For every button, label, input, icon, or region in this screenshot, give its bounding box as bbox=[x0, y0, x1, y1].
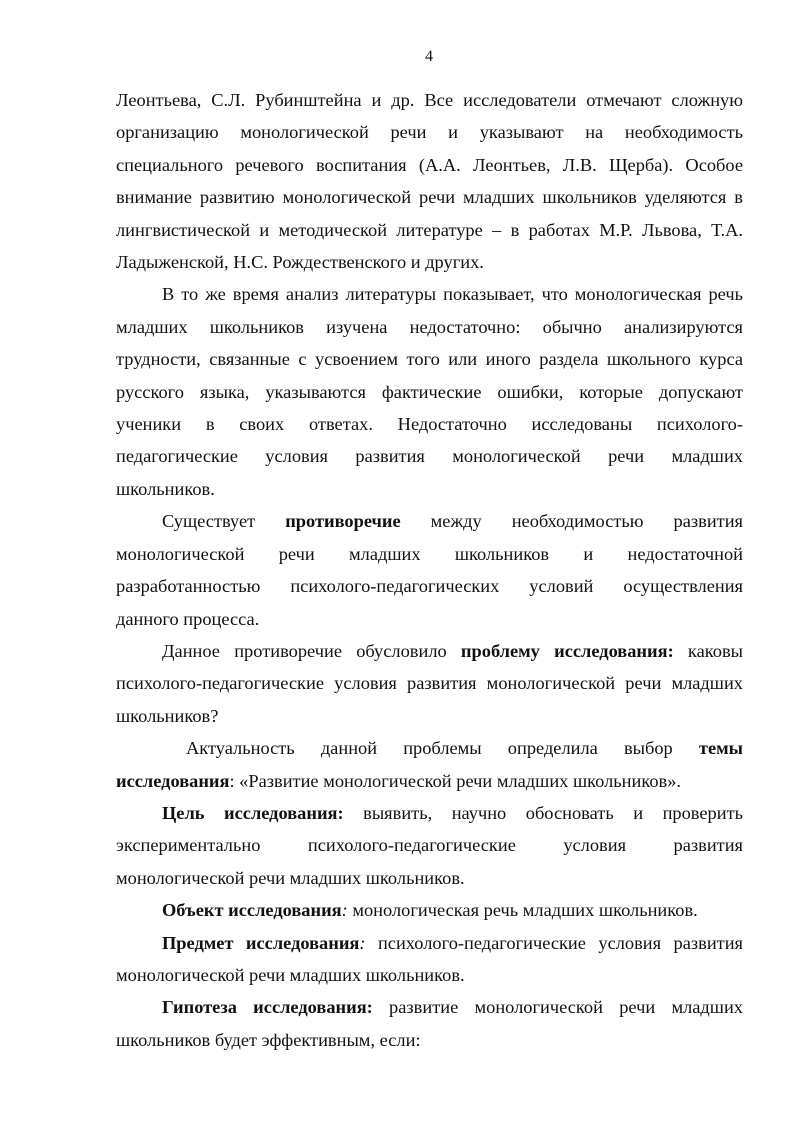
term-research-problem: проблему исследования: bbox=[460, 640, 674, 661]
text-line: трудности, связанные с усвоением того или иного раздела школьного курса bbox=[116, 349, 743, 370]
text-line: школьников. bbox=[116, 478, 215, 499]
page-number: 4 bbox=[425, 48, 433, 65]
term-research-topic: темы bbox=[698, 738, 743, 759]
term-research-goal: Цель исследования: bbox=[162, 802, 344, 823]
text-run: : bbox=[341, 900, 348, 921]
text-run: : bbox=[359, 932, 366, 953]
text-line bbox=[116, 635, 743, 667]
paragraph-5 bbox=[116, 732, 743, 797]
text-line: внимание развитию монологической речи младших школьников уделяются в bbox=[116, 187, 743, 208]
text-run: монологическая речь младших школьников. bbox=[347, 900, 698, 921]
text-line bbox=[116, 765, 743, 797]
text-line: Ладыженской, Н.С. Рождественского и других. bbox=[116, 252, 484, 273]
text-run: : «Развитие монологической речи младших школьников». bbox=[229, 770, 681, 791]
text-line bbox=[116, 505, 743, 537]
text-run: выявить, научно обосновать и проверить bbox=[343, 802, 743, 823]
term-contradiction: противоречие bbox=[285, 511, 401, 532]
text-run: Существует bbox=[162, 511, 286, 532]
text-run: развитие монологической речи младших bbox=[372, 997, 743, 1018]
paragraph-9 bbox=[116, 991, 743, 1056]
text-run: между необходимостью развития bbox=[400, 511, 744, 532]
term-research-subject: Предмет исследования bbox=[162, 932, 360, 953]
text-run: Актуальность данной проблемы определила выбор bbox=[186, 738, 699, 759]
paragraph-7 bbox=[116, 894, 743, 926]
text-line bbox=[116, 927, 743, 959]
text-line: В то же время анализ литературы показывает, что монологическая речь bbox=[162, 284, 743, 305]
text-line: младших школьников изучена недостаточно: обычно анализируются bbox=[116, 316, 743, 337]
text-line: монологической речи младших школьников. bbox=[116, 964, 465, 985]
text-line: школьников будет эффективным, если: bbox=[116, 1029, 421, 1050]
text-run: Данное противоречие обусловило bbox=[162, 640, 461, 661]
term-research-hypothesis: Гипотеза исследования: bbox=[162, 997, 373, 1018]
text-run: психолого-педагогические условия развития bbox=[365, 932, 744, 953]
text-line: монологической речи младших школьников. bbox=[116, 867, 465, 888]
text-line bbox=[116, 797, 743, 829]
document-body bbox=[116, 84, 743, 1056]
text-run: каковы bbox=[673, 640, 743, 661]
paragraph-3 bbox=[116, 505, 743, 635]
text-line bbox=[116, 894, 743, 926]
text-line: организацию монологической речи и указывают на необходимость bbox=[116, 122, 743, 143]
paragraph-4 bbox=[116, 635, 743, 732]
text-line: монологической речи младших школьников и недостаточной bbox=[116, 543, 743, 564]
text-line: экспериментально психолого-педагогические условия развития bbox=[116, 835, 743, 856]
text-line bbox=[116, 732, 743, 764]
paragraph-2 bbox=[116, 278, 743, 505]
text-line: ученики в своих ответах. Недостаточно исследованы психолого- bbox=[116, 414, 743, 435]
text-line: педагогические условия развития монологической речи младших bbox=[116, 446, 743, 467]
term-research-object: Объект исследования bbox=[162, 900, 342, 921]
term-research-topic-cont: исследования bbox=[116, 770, 230, 791]
text-line: данного процесса. bbox=[116, 608, 260, 629]
text-line: разработанностью психолого-педагогических условий осуществления bbox=[116, 576, 743, 597]
text-line: психолого-педагогические условия развития монологической речи младших bbox=[116, 673, 743, 694]
paragraph-8 bbox=[116, 927, 743, 992]
text-line bbox=[116, 991, 743, 1023]
paragraph-1 bbox=[116, 84, 743, 278]
text-line: лингвистической и методической литературе – в работах М.Р. Львова, Т.А. bbox=[116, 219, 743, 240]
text-line: русского языка, указываются фактические ошибки, которые допускают bbox=[116, 381, 743, 402]
text-line: специального речевого воспитания (А.А. Леонтьев, Л.В. Щерба). Особое bbox=[116, 154, 743, 175]
text-line: Леонтьева, С.Л. Рубинштейна и др. Все исследователи отмечают сложную bbox=[116, 90, 743, 110]
text-line: школьников? bbox=[116, 705, 219, 726]
paragraph-6 bbox=[116, 797, 743, 894]
